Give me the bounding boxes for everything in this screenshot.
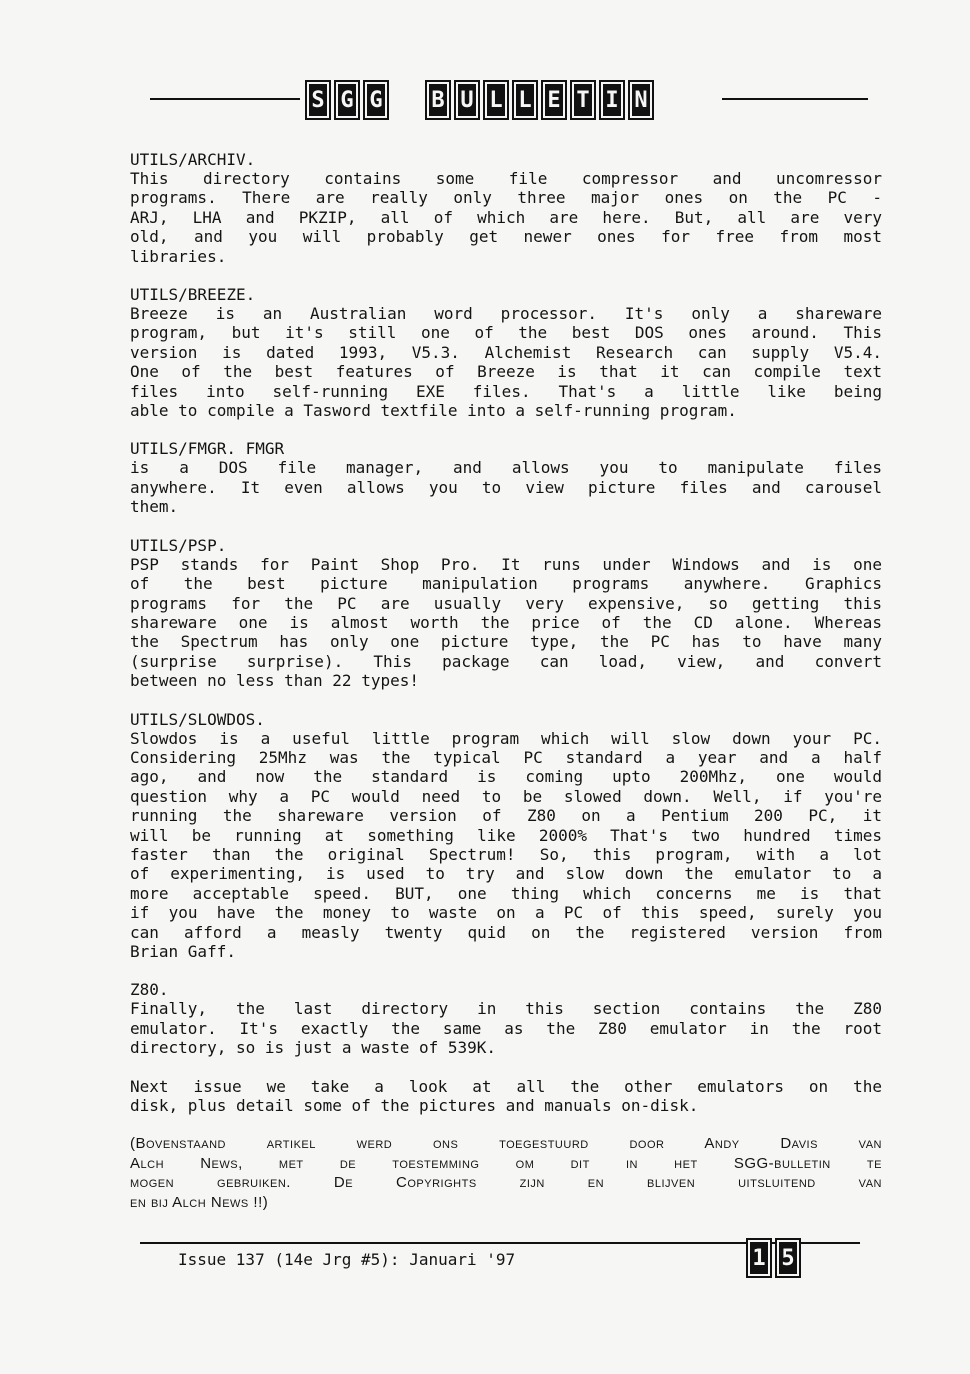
masthead-word-sgg [305,80,389,120]
article-section [130,710,882,962]
text-line: emulator. It's exactly the same as the Z80 emulator in the root [130,1018,882,1038]
text-line: (surprise surprise). This package can load, view, and convert [130,651,882,671]
masthead-letter: S [305,80,331,120]
text-line: question why a PC would need to be slowed down. Well, if you're [130,786,882,806]
masthead-letter: G [334,80,360,120]
masthead-letter: N [628,80,654,120]
text-line: version is dated 1993, V5.3. Alchemist Research can supply V5.4. [130,342,882,362]
masthead-letter: E [541,80,567,120]
masthead-letter: I [599,80,625,120]
masthead-letter: L [512,80,538,120]
article-section [130,1077,882,1116]
page-number-digit: 1 [746,1238,772,1278]
issue-label: Issue 137 (14e Jrg #5): Januari '97 [178,1250,516,1269]
article-body [130,150,882,1231]
page-number [746,1238,801,1278]
text-line: running the shareware version of Z80 on a Pentium 200 PC, it [130,806,882,826]
article-section [130,285,882,420]
text-line: between no less than 22 types! [130,671,419,691]
masthead-letter: G [363,80,389,120]
text-line: ago, and now the standard is coming upto 200Mhz, one would [130,767,882,787]
section-heading: Z80. [130,980,169,1000]
text-line: can afford a measly twenty quid on the registered version from [130,922,882,942]
text-line: Finally, the last directory in this section contains the Z80 [130,999,882,1019]
text-line: libraries. [130,246,227,266]
text-line: will be running at something like 2000% That's two hundred times [130,825,882,845]
article-section [130,536,882,691]
text-line: programs. There are really only three major ones on the PC - [130,188,882,208]
text-line: One of the best features of Breeze is that it can compile text [130,362,882,382]
text-line: shareware one is almost worth the price of the CD alone. Whereas [130,612,882,632]
text-line: Breeze is an Australian word processor. It's only a shareware [130,304,882,324]
text-line: more acceptable speed. BUT, one thing which concerns me is that [130,883,882,903]
article-section [130,980,882,1057]
text-line: files into self-running EXE files. That's a little like being [130,381,882,401]
text-line: Considering 25Mhz was the typical PC standard a year and a half [130,747,882,767]
article-section [130,439,882,516]
section-heading: UTILS/SLOWDOS. [130,709,265,729]
masthead-letter: L [483,80,509,120]
masthead-rule-right [722,98,868,100]
text-line: (Bovenstaand artikel werd ons toegestuurd door Andy Davis van [130,1135,882,1153]
section-heading: UTILS/ARCHIV. [130,150,256,169]
text-line: Alch News, met de toestemming om dit in het SGG-bulletin te [130,1154,882,1172]
text-line: PSP stands for Paint Shop Pro. It runs under Windows and is one [130,554,882,574]
masthead [150,80,868,120]
text-line: disk, plus detail some of the pictures and manuals on-disk. [130,1096,699,1116]
text-line: Next issue we take a look at all the other emulators on the [130,1076,882,1096]
text-line: them. [130,497,179,517]
text-line: faster than the original Spectrum! So, this program, with a lot [130,844,882,864]
section-heading: UTILS/FMGR. FMGR [130,439,285,459]
text-line: is a DOS file manager, and allows you to manipulate files [130,458,882,478]
text-line: if you have the money to waste on a PC of this speed, surely you [130,903,882,923]
text-line: en bij Alch News !!) [130,1193,269,1211]
text-line: old, and you will probably get newer ones for free from most [130,227,882,247]
text-line: of the best picture manipulation programs anywhere. Graphics [130,574,882,594]
text-line: This directory contains some file compressor and uncomressor [130,169,882,188]
masthead-letter: T [570,80,596,120]
text-line: Brian Gaff. [130,942,236,961]
text-line: Slowdos is a useful little program which will slow down your PC. [130,728,882,748]
text-line: directory, so is just a waste of 539K. [130,1038,497,1058]
text-line: anywhere. It even allows you to view picture files and carousel [130,477,882,497]
section-heading: UTILS/BREEZE. [130,285,256,305]
masthead-word-bulletin [425,80,654,120]
text-line: the Spectrum has only one picture type, the PC has to have many [130,632,882,652]
masthead-rule-left [150,98,300,100]
credit-note [130,1134,882,1212]
text-line: able to compile a Tasword textfile into a self-running program. [130,401,737,421]
text-line: program, but it's still one of the best DOS ones around. This [130,323,882,343]
text-line: of experimenting, is used to try and slow down the emulator to a [130,864,882,884]
article-section [130,150,882,266]
text-line: ARJ, LHA and PKZIP, all of which are here. But, all are very [130,207,882,227]
masthead-letter: B [425,80,451,120]
text-line: mogen gebruiken. De Copyrights zijn en blijven uitsluitend van [130,1174,882,1192]
text-line: programs for the PC are usually very expensive, so getting this [130,593,882,613]
page-number-digit: 5 [775,1238,801,1278]
masthead-letter: U [454,80,480,120]
page-footer [140,1238,864,1288]
section-heading: UTILS/PSP. [130,535,227,555]
